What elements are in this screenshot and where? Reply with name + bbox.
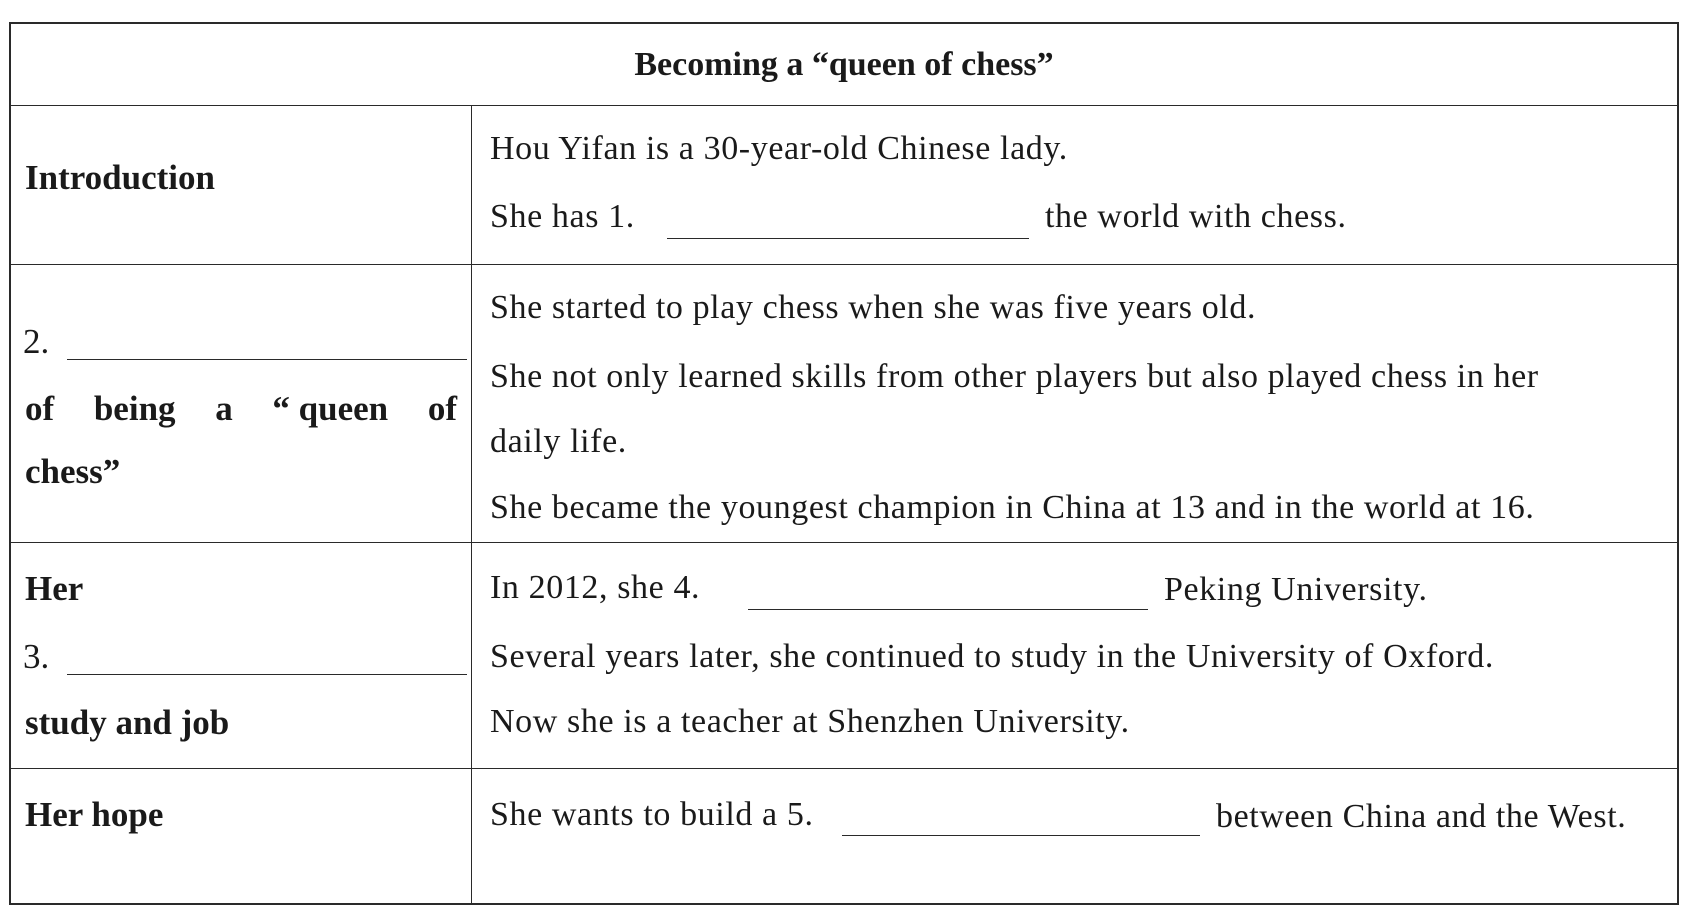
blank-2[interactable] [67,359,467,360]
journey-line-4: She became the youngest champion in China at 13 and in the world at 16. [490,489,1535,526]
row-study [11,543,1677,769]
content-cell-journey [472,265,1677,542]
label-introduction: Introduction [25,158,215,197]
content-cell-study [472,543,1677,768]
label-cell-study [11,543,472,768]
content-cell-introduction [472,106,1677,264]
label-word-of: of [25,389,55,428]
label-study-her: Her [25,569,84,608]
blank-4[interactable] [748,609,1148,610]
blank-5[interactable] [842,835,1200,836]
journey-line-2: She not only learned skills from other players but also played chess in her [490,358,1539,395]
label-word-of-2: of [427,389,457,428]
study-line-1-suffix: Peking University. [1164,571,1428,608]
label-word-queen: “ queen [272,389,389,428]
study-line-1-prefix: In 2012, she 4. [490,569,701,606]
intro-line-2-prefix: She has 1. [490,198,635,235]
label-journey-num: 2. [23,322,50,361]
hope-line-prefix: She wants to build a 5. [490,796,814,833]
label-word-a: a [215,389,233,428]
journey-line-3: daily life. [490,423,627,460]
row-journey [11,265,1677,543]
label-cell-journey [11,265,472,542]
label-study-num: 3. [23,637,50,676]
label-journey-end: chess” [25,452,121,491]
study-line-2: Several years later, she continued to study in the University of Oxford. [490,638,1494,675]
label-study-end: study and job [25,703,230,742]
intro-line-1: Hou Yifan is a 30-year-old Chinese lady. [490,130,1068,167]
worksheet-table [9,22,1679,905]
intro-line-2-suffix: the world with chess. [1045,198,1347,235]
blank-3[interactable] [67,674,467,675]
journey-line-1: She started to play chess when she was five years old. [490,289,1257,326]
label-cell-hope [11,769,472,903]
content-cell-hope [472,769,1677,903]
title-text: Becoming a “queen of chess” [634,45,1054,83]
hope-line-suffix: between China and the West. [1216,798,1627,835]
label-word-being: being [93,389,176,428]
row-introduction [11,106,1677,265]
blank-1[interactable] [667,238,1029,239]
label-journey-words [25,389,457,429]
label-hope: Her hope [25,795,164,834]
study-line-3: Now she is a teacher at Shenzhen University. [490,703,1130,740]
row-hope [11,769,1677,903]
label-cell-introduction [11,106,472,264]
table-title [11,24,1677,106]
